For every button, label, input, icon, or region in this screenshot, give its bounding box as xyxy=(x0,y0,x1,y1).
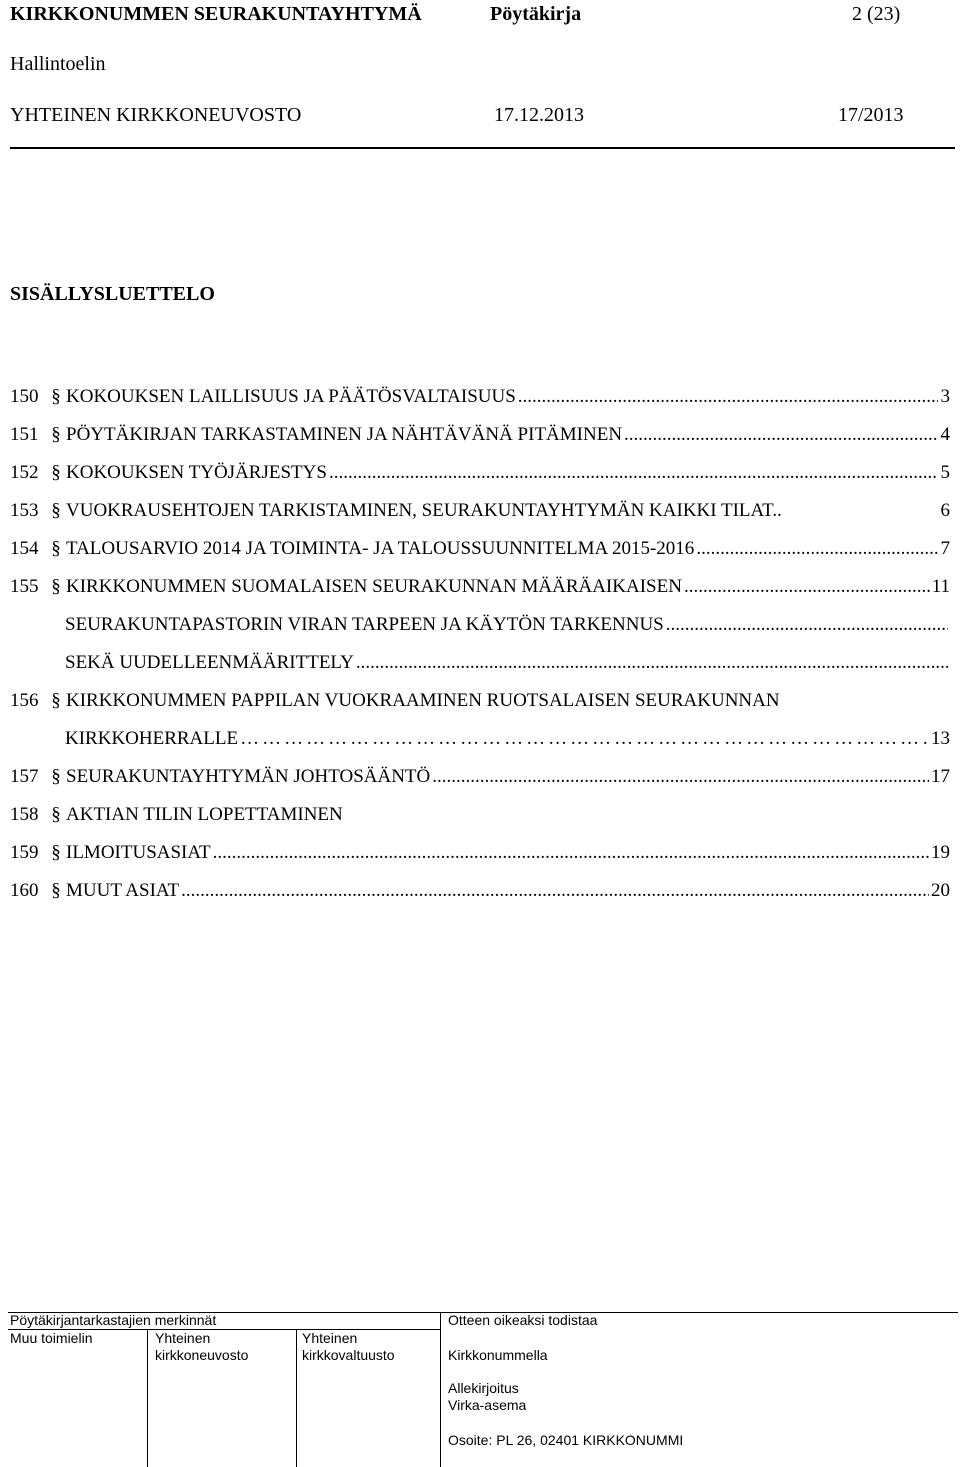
section-title: ILMOITUSASIAT xyxy=(66,842,211,863)
toc-entry[interactable] xyxy=(10,804,950,828)
page-number: 2 (23) xyxy=(852,3,901,25)
page-ref: 20 xyxy=(931,880,950,901)
section-number: 154 xyxy=(10,538,39,559)
section-number: 155 xyxy=(10,576,39,597)
toc-entry[interactable] xyxy=(10,538,950,562)
toc-entry[interactable] xyxy=(10,728,950,752)
toc-entry[interactable] xyxy=(10,690,950,714)
page-ref: 3 xyxy=(940,386,950,407)
dot-leader xyxy=(356,652,948,674)
section-number: 152 xyxy=(10,462,39,483)
section-number: 153 xyxy=(10,500,39,521)
dot-leader xyxy=(684,576,930,598)
col-council-line2: kirkkoneuvosto xyxy=(155,1347,249,1363)
section-number: 160 xyxy=(10,880,39,901)
meeting-number: 17/2013 xyxy=(838,104,904,126)
page-ref: 17 xyxy=(931,766,950,787)
section-number: 156 xyxy=(10,690,39,711)
section-sign-icon: § xyxy=(51,538,61,559)
section-title: PÖYTÄKIRJAN TARKASTAMINEN JA NÄHTÄVÄNÄ PITÄMINEN xyxy=(66,424,623,445)
place-label: Kirkkonummella xyxy=(448,1347,548,1363)
section-sign-icon: § xyxy=(51,880,61,901)
section-number: 150 xyxy=(10,386,39,407)
position-label: Virka-asema xyxy=(448,1397,527,1413)
section-title: KIRKKONUMMEN SUOMALAISEN SEURAKUNNAN MÄÄRÄAIKAISEN xyxy=(66,576,682,597)
section-sign-icon: § xyxy=(51,804,61,825)
page-ref: 6 xyxy=(940,500,950,521)
toc-entry[interactable] xyxy=(10,880,950,904)
toc-entry[interactable] xyxy=(10,500,950,524)
col-council-line1: Yhteinen xyxy=(155,1330,211,1346)
section-number: 158 xyxy=(10,804,39,825)
toc-title: SISÄLLYSLUETTELO xyxy=(10,283,215,305)
section-sign-icon: § xyxy=(51,576,61,597)
toc-entry[interactable] xyxy=(10,386,950,410)
toc-entry[interactable] xyxy=(10,842,950,866)
section-title: AKTIAN TILIN LOPETTAMINEN xyxy=(66,804,343,825)
section-sign-icon: § xyxy=(51,842,61,863)
page-ref: 5 xyxy=(940,462,950,483)
dot-leader xyxy=(696,538,938,560)
header-divider xyxy=(10,147,955,149)
reviewers-heading: Pöytäkirjantarkastajien merkinnät xyxy=(10,1312,217,1328)
address: Osoite: PL 26, 02401 KIRKKONUMMI xyxy=(448,1432,684,1448)
col-other-body: Muu toimielin xyxy=(10,1330,93,1346)
dot-leader xyxy=(666,614,948,636)
section-sign-icon: § xyxy=(51,386,61,407)
dot-leader xyxy=(240,728,929,750)
section-title: MUUT ASIAT xyxy=(66,880,180,901)
section-sign-icon: § xyxy=(51,462,61,483)
section-title: SEURAKUNTAPASTORIN VIRAN TARPEEN JA KÄYTÖN TARKENNUS xyxy=(65,614,664,635)
governing-body: YHTEINEN KIRKKONEUVOSTO xyxy=(10,104,302,126)
section-title: VUOKRAUSEHTOJEN TARKISTAMINEN, SEURAKUNTAYHTYMÄN KAIKKI TILAT.. xyxy=(66,500,782,521)
section-title: KOKOUKSEN TYÖJÄRJESTYS xyxy=(66,462,327,483)
footer-col-divider xyxy=(147,1329,148,1467)
section-title: KOKOUKSEN LAILLISUUS JA PÄÄTÖSVALTAISUUS xyxy=(66,386,516,407)
page-ref: 4 xyxy=(940,424,950,445)
section-title: KIRKKOHERRALLE xyxy=(65,728,239,749)
toc-entry[interactable] xyxy=(10,652,950,676)
col-assembly-line1: Yhteinen xyxy=(302,1330,358,1346)
footer-col-divider xyxy=(440,1312,441,1467)
section-sign-icon: § xyxy=(51,766,61,787)
section-title: TALOUSARVIO 2014 JA TOIMINTA- JA TALOUSSUUNNITELMA 2015-2016 xyxy=(66,538,695,559)
toc-entry[interactable] xyxy=(10,424,950,448)
section-number: 159 xyxy=(10,842,39,863)
certify-label: Otteen oikeaksi todistaa xyxy=(448,1312,598,1328)
col-assembly-line2: kirkkovaltuusto xyxy=(302,1347,395,1363)
section-sign-icon: § xyxy=(51,690,61,711)
toc-entry[interactable] xyxy=(10,766,950,790)
page-ref: 13 xyxy=(931,728,950,749)
dot-leader xyxy=(181,880,929,902)
organization-name: KIRKKONUMMEN SEURAKUNTAYHTYMÄ xyxy=(10,3,422,25)
dot-leader xyxy=(213,842,929,864)
toc-entry[interactable] xyxy=(10,462,950,486)
dot-leader xyxy=(432,766,929,788)
section-number: 151 xyxy=(10,424,39,445)
section-title: SEKÄ UUDELLEENMÄÄRITTELY xyxy=(65,652,354,673)
section-sign-icon: § xyxy=(51,500,61,521)
footer-col-divider xyxy=(296,1329,297,1467)
dot-leader xyxy=(329,462,938,484)
section-number: 157 xyxy=(10,766,39,787)
section-title: SEURAKUNTAYHTYMÄN JOHTOSÄÄNTÖ xyxy=(66,766,431,787)
section-sign-icon: § xyxy=(51,424,61,445)
meeting-date: 17.12.2013 xyxy=(494,104,584,126)
dot-leader xyxy=(518,386,938,408)
body-label: Hallintoelin xyxy=(10,53,106,75)
page-ref: 19 xyxy=(931,842,950,863)
page-ref: 11 xyxy=(931,576,950,597)
page-ref: 7 xyxy=(940,538,950,559)
toc-entry[interactable] xyxy=(10,614,950,638)
dot-leader xyxy=(624,424,938,446)
section-title: KIRKKONUMMEN PAPPILAN VUOKRAAMINEN RUOTSALAISEN SEURAKUNNAN xyxy=(66,690,780,711)
toc-entry[interactable] xyxy=(10,576,950,600)
signature-label: Allekirjoitus xyxy=(448,1380,519,1396)
document-type: Pöytäkirja xyxy=(490,3,582,25)
